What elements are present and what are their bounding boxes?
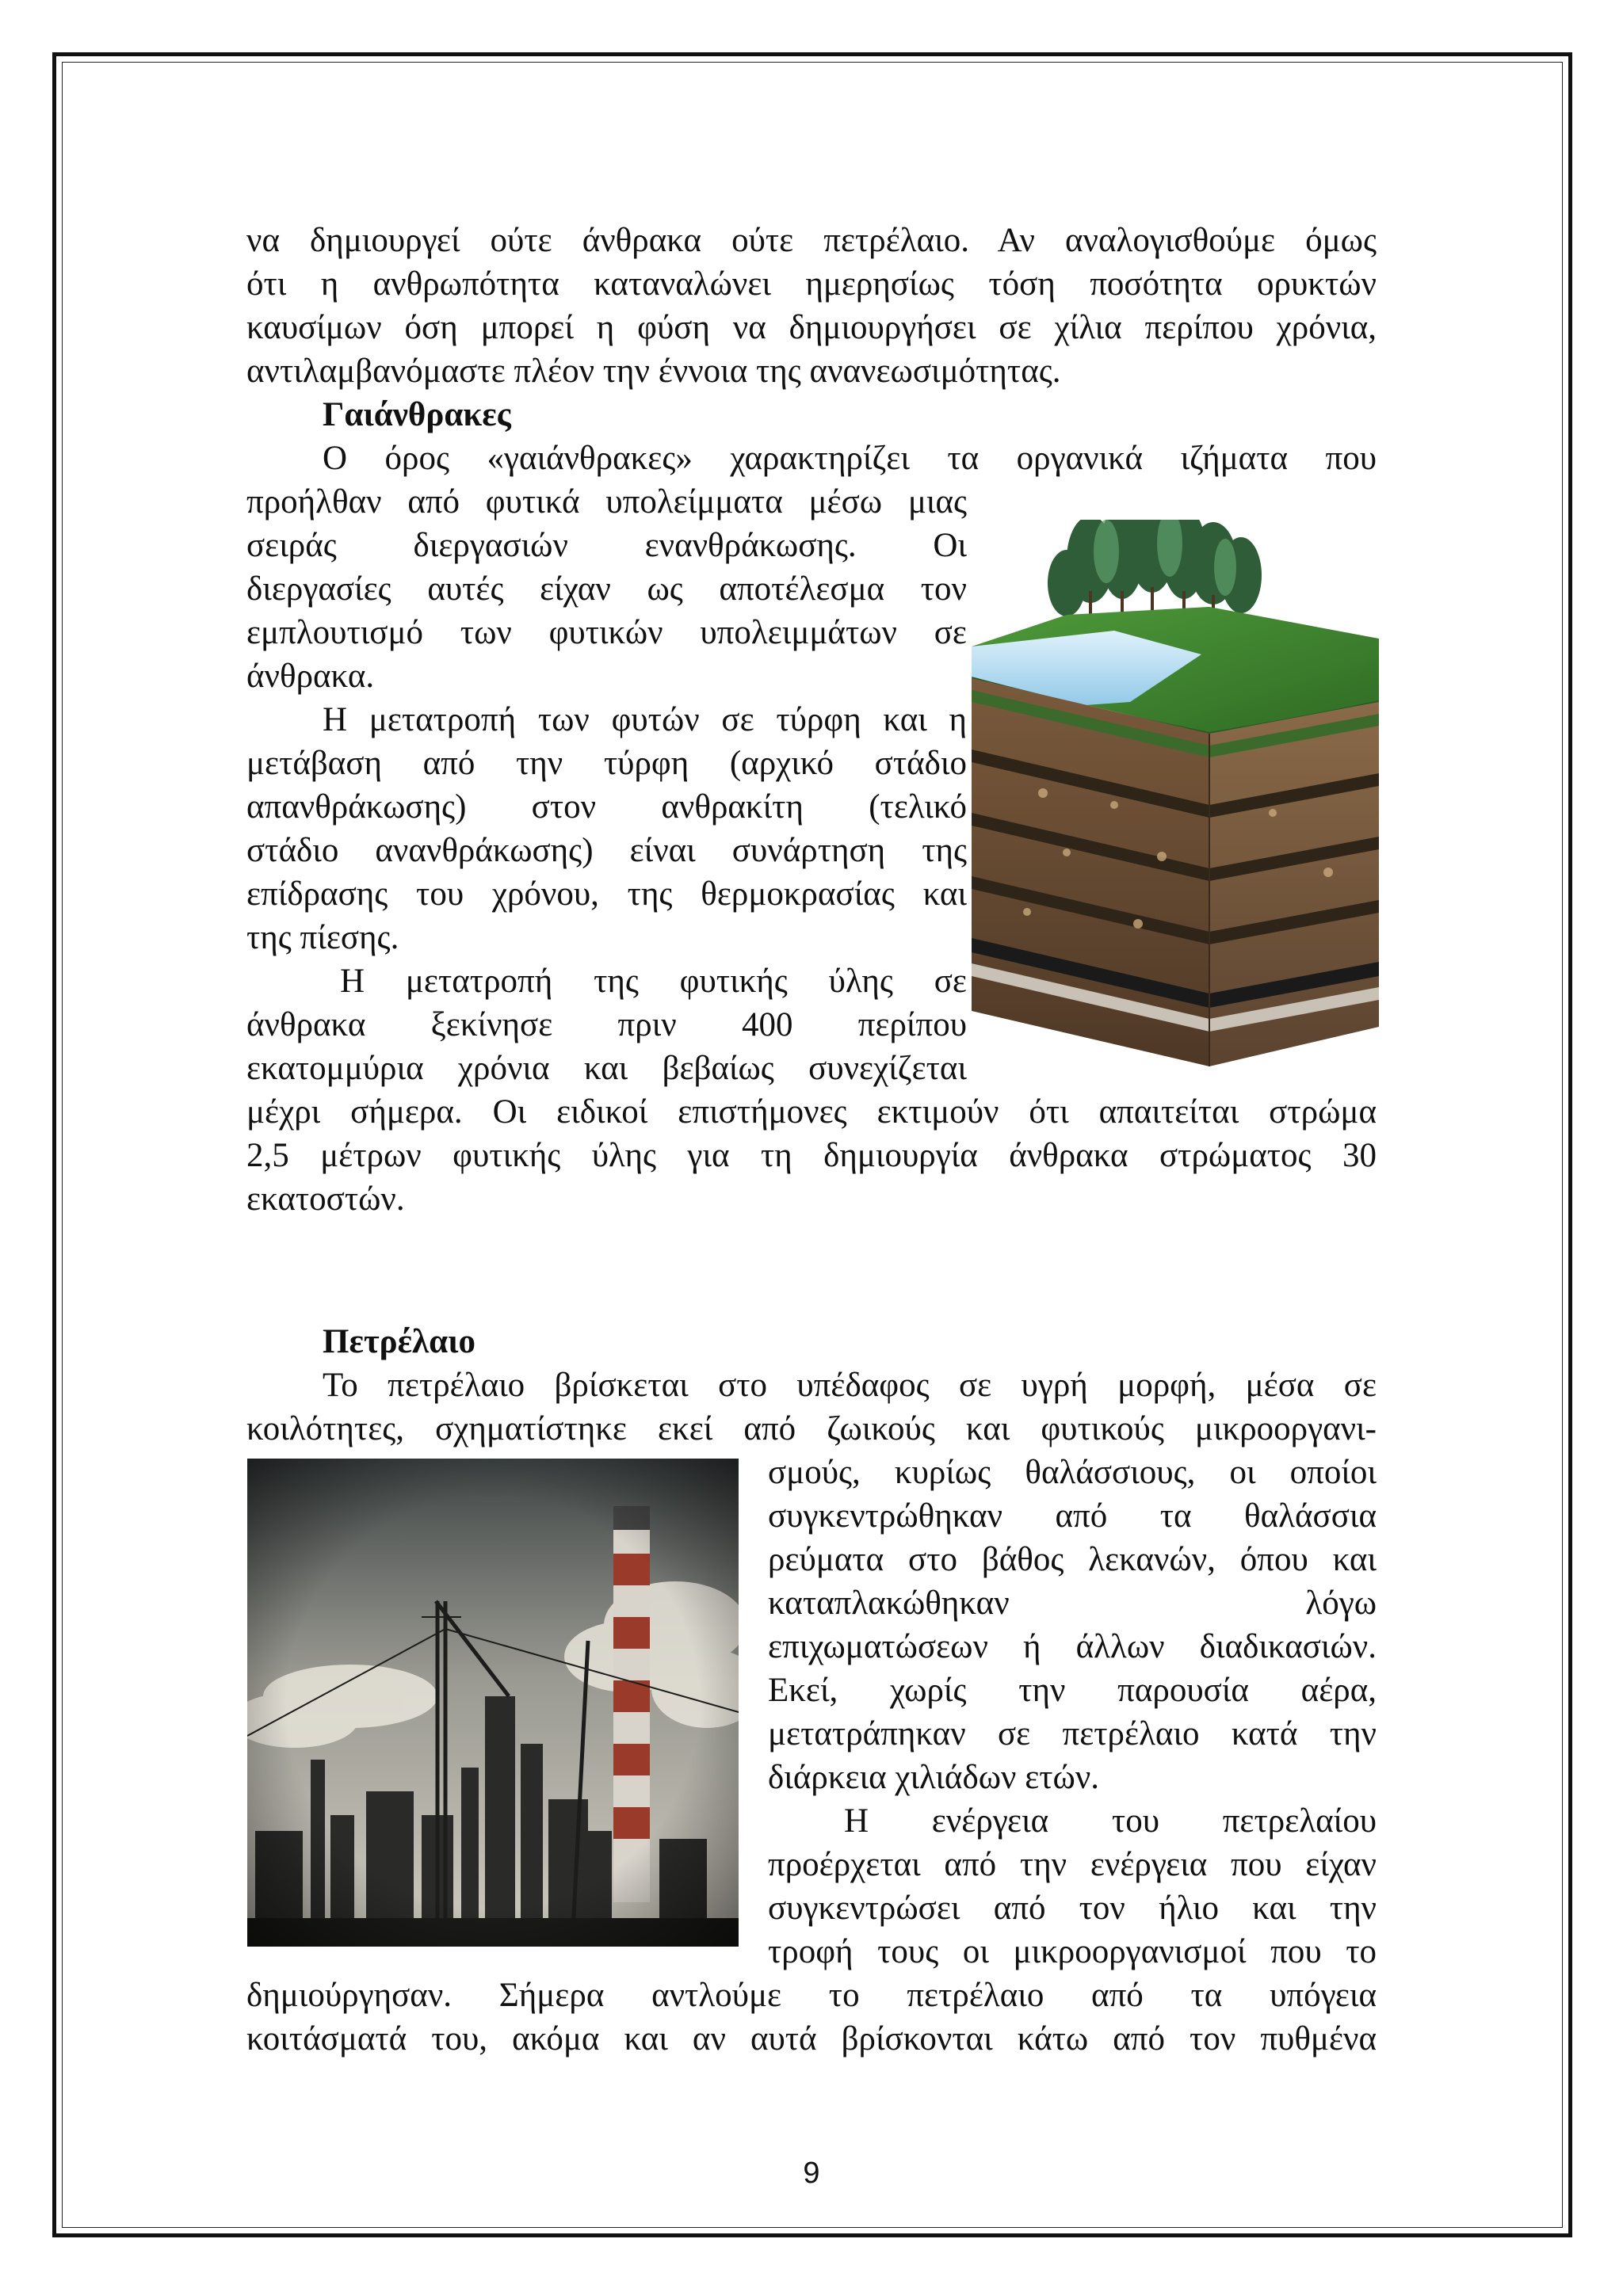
text-line: διεργασίες αυτές είχαν ως αποτέλεσμα τον <box>246 570 967 608</box>
text-line: σμούς, κυρίως θαλάσσιους, οι οποίοι <box>768 1454 1377 1491</box>
text-line: μετατράπηκαν σε πετρέλαιο κατά την <box>768 1715 1377 1753</box>
text-line: Εκεί, χωρίς την παρουσία αέρα, <box>768 1672 1377 1709</box>
text-line: άνθρακα ξεκίνησε πριν 400 περίπου <box>246 1006 967 1043</box>
text-line: απανθράκωσης) στον ανθρακίτη (τελικό <box>246 788 967 826</box>
page-number: 9 <box>803 2157 820 2190</box>
oil-intro-text <box>246 1320 1377 1451</box>
text-line: στάδιο ανανθράκωσης) είναι συνάρτηση της <box>246 832 967 869</box>
refinery-icon <box>247 1459 739 1947</box>
text-line: να δημιουργεί ούτε άνθρακα ούτε πετρέλαιο. Αν αναλογισθούμε όμως <box>246 222 1377 259</box>
refinery-photo <box>247 1459 739 1947</box>
soil-layers-illustration <box>972 520 1379 1066</box>
text-line: συγκεντρώσει από τον ήλιο και την <box>768 1890 1377 1927</box>
text-line: καυσίμων όση μπορεί η φύση να δημιουργήσει σε χίλια περίπου χρόνια, <box>246 309 1377 346</box>
coal-heading: Γαιάνθρακες <box>323 396 511 433</box>
text-line: μετάβαση από την τύρφη (αρχικό στάδιο <box>246 745 967 782</box>
oil-closing-text <box>246 1974 1377 2061</box>
coal-wrapped-text <box>246 480 967 1090</box>
text-line: ότι η ανθρωπότητα καταναλώνει ημερησίως τόση ποσότητα ορυκτών <box>246 265 1377 303</box>
text-line: 2,5 μέτρων φυτικής ύλης για τη δημιουργία άνθρακα στρώματος 30 <box>246 1137 1377 1174</box>
text-line: δημιούργησαν. Σήμερα αντλούμε το πετρέλαιο από τα υπόγεια <box>246 1977 1377 2014</box>
text-line: επιχωματώσεων ή άλλων διαδικασιών. <box>768 1628 1377 1665</box>
text-line: Ο όρος «γαιάνθρακες» χαρακτηρίζει τα οργανικά ιζήματα που <box>323 440 1377 477</box>
text-line: ρεύματα στο βάθος λεκανών, όπου και <box>768 1541 1377 1578</box>
text-line: προήλθαν από φυτικά υπολείμματα μέσω μιας <box>246 483 967 521</box>
coal-closing-text <box>246 1090 1377 1221</box>
text-line: της πίεσης. <box>246 919 399 956</box>
text-line: διάρκεια χιλιάδων ετών. <box>768 1759 1100 1796</box>
text-line: επίδρασης του χρόνου, της θερμοκρασίας και <box>246 875 967 913</box>
text-line: καταπλακώθηκαν λόγω <box>768 1585 1377 1622</box>
soil-block-icon <box>972 520 1379 1066</box>
text-line: εκατομμύρια χρόνια και βεβαίως συνεχίζεται <box>246 1050 967 1087</box>
text-line: σειράς διεργασιών ενανθράκωσης. Οι <box>246 527 967 564</box>
text-line: Η μετατροπή των φυτών σε τύρφη και η <box>323 701 967 738</box>
text-line: συγκεντρώθηκαν από τα θαλάσσια <box>768 1497 1377 1535</box>
text-line: προέρχεται από την ενέργεια που είχαν <box>768 1846 1377 1883</box>
text-line: αντιλαμβανόμαστε πλέον την έννοια της ανανεωσιμότητας. <box>246 353 1061 390</box>
text-line: κοιτάσματά του, ακόμα και αν αυτά βρίσκονται κάτω από τον πυθμένα <box>246 2020 1377 2058</box>
text-line: Το πετρέλαιο βρίσκεται στο υπέδαφος σε υγρή μορφή, μέσα σε <box>323 1367 1377 1404</box>
text-line: Η μετατροπή της φυτικής ύλης σε <box>340 963 967 1000</box>
oil-heading: Πετρέλαιο <box>323 1323 475 1360</box>
oil-wrapped-text <box>768 1451 1377 1974</box>
text-line: εμπλουτισμό των φυτικών υπολειμμάτων σε <box>246 614 967 651</box>
text-line: εκατοστών. <box>246 1180 405 1218</box>
text-line: μέχρι σήμερα. Οι ειδικοί επιστήμονες εκτιμούν ότι απαιτείται στρώμα <box>246 1093 1377 1131</box>
text-line: τροφή τους οι μικροοργανισμοί που το <box>768 1933 1377 1970</box>
intro-paragraph <box>246 219 1377 480</box>
text-line: Η ενέργεια του πετρελαίου <box>844 1802 1377 1840</box>
text-line: κοιλότητες, σχηματίστηκε εκεί από ζωικούς και φυτικούς μικροοργανι- <box>246 1410 1377 1447</box>
text-line: άνθρακα. <box>246 658 375 695</box>
